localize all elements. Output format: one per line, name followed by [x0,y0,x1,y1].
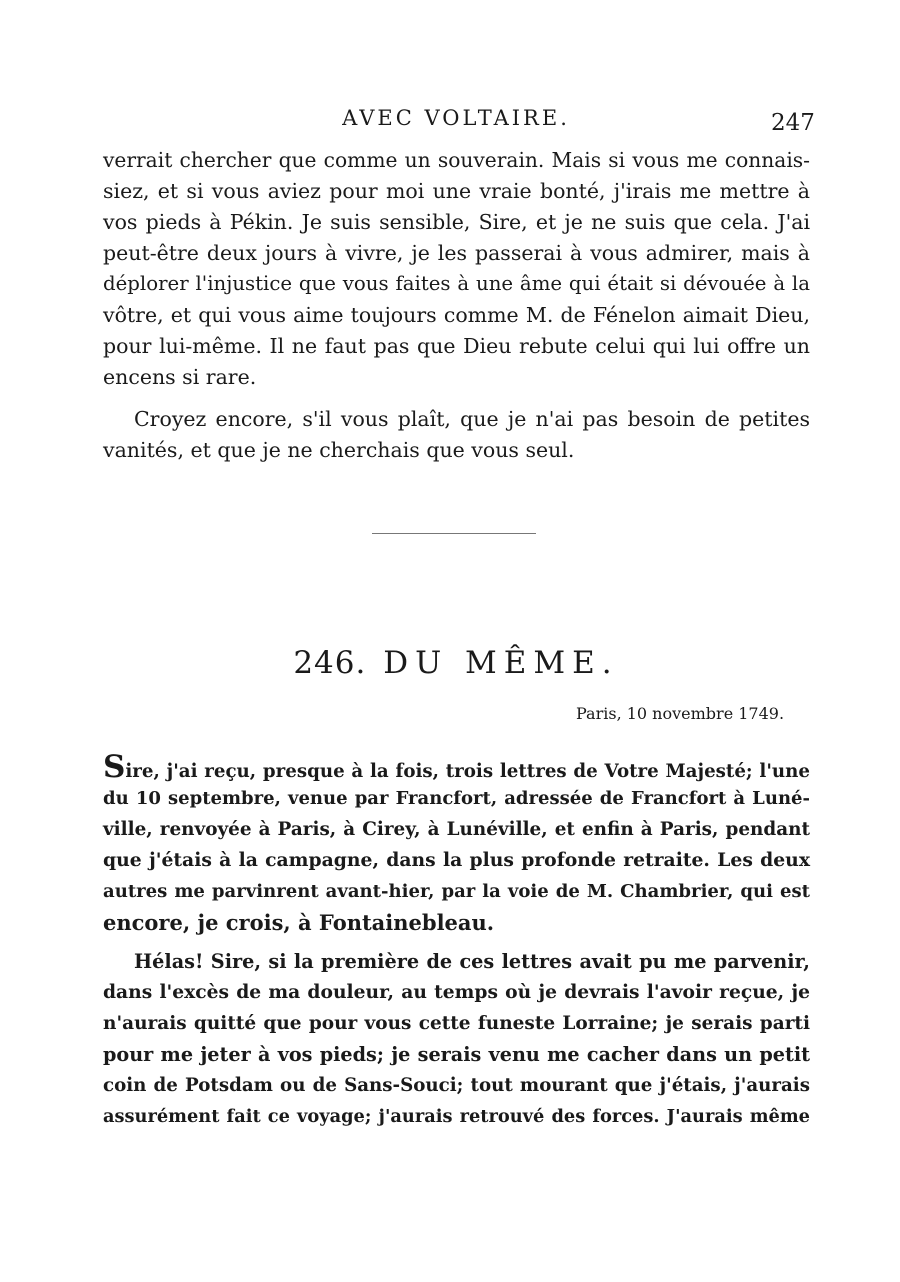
text-line-content: ire, j'ai reçu, presque à la fois, trois lettres de Votre Majesté; l'une [125,761,810,782]
text-line: Hélas! Sire, si la première de ces lettres avait pu me parvenir, [134,950,810,973]
letter-dateline: Paris, 10 novembre 1749. [576,704,785,723]
section-divider [372,533,536,534]
text-line [103,749,810,785]
text-line: assurément fait ce voyage; j'aurais retrouvé des forces. J'aurais même [103,1106,810,1127]
letter-heading [0,645,900,681]
letter-number: 246. [293,645,367,681]
text-line: déplorer l'injustice que vous faites à une âme qui était si dévouée à la [103,272,810,295]
drop-cap: S [103,749,126,785]
text-line: encens si rare. [103,365,257,389]
text-line: siez, et si vous aviez pour moi une vraie bonté, j'irais me mettre à [103,179,810,203]
text-line: que j'étais à la campagne, dans la plus profonde retraite. Les deux [103,849,810,871]
text-line: peut-être deux jours à vivre, je les passerai à vous admirer, mais à [103,241,810,265]
text-line: ville, renvoyée à Paris, à Cirey, à Lunéville, et enfin à Paris, pendant [103,819,810,840]
text-line: vanités, et que je ne cherchais que vous seul. [103,438,575,462]
text-line: pour me jeter à vos pieds; je serais venu me cacher dans un petit [103,1043,810,1066]
text-line: autres me parvinrent avant-hier, par la voie de M. Chambrier, qui est [103,881,810,902]
text-line: du 10 septembre, venue par Francfort, adressée de Francfort à Luné- [103,788,810,809]
letter-title: DU MÊME. [383,645,619,681]
text-line: dans l'excès de ma douleur, au temps où je devrais l'avoir reçue, je [103,981,810,1003]
text-line: verrait chercher que comme un souverain. Mais si vous me connais- [103,148,810,172]
text-line: pour lui-même. Il ne faut pas que Dieu rebute celui qui lui offre un [103,334,810,358]
text-line: coin de Potsdam ou de Sans-Souci; tout mourant que j'étais, j'aurais [103,1075,810,1096]
text-line: Croyez encore, s'il vous plaît, que je n'ai pas besoin de petites [134,407,810,431]
text-line: encore, je crois, à Fontainebleau. [103,910,495,935]
running-title: AVEC VOLTAIRE. [342,106,570,130]
page-number: 247 [771,110,815,136]
text-line: n'aurais quitté que pour vous cette funeste Lorraine; je serais parti [103,1013,810,1034]
text-line: vôtre, et qui vous aime toujours comme M. de Fénelon aimait Dieu, [103,303,810,327]
text-line: vos pieds à Pékin. Je suis sensible, Sire, et je ne suis que cela. J'ai [103,210,810,234]
